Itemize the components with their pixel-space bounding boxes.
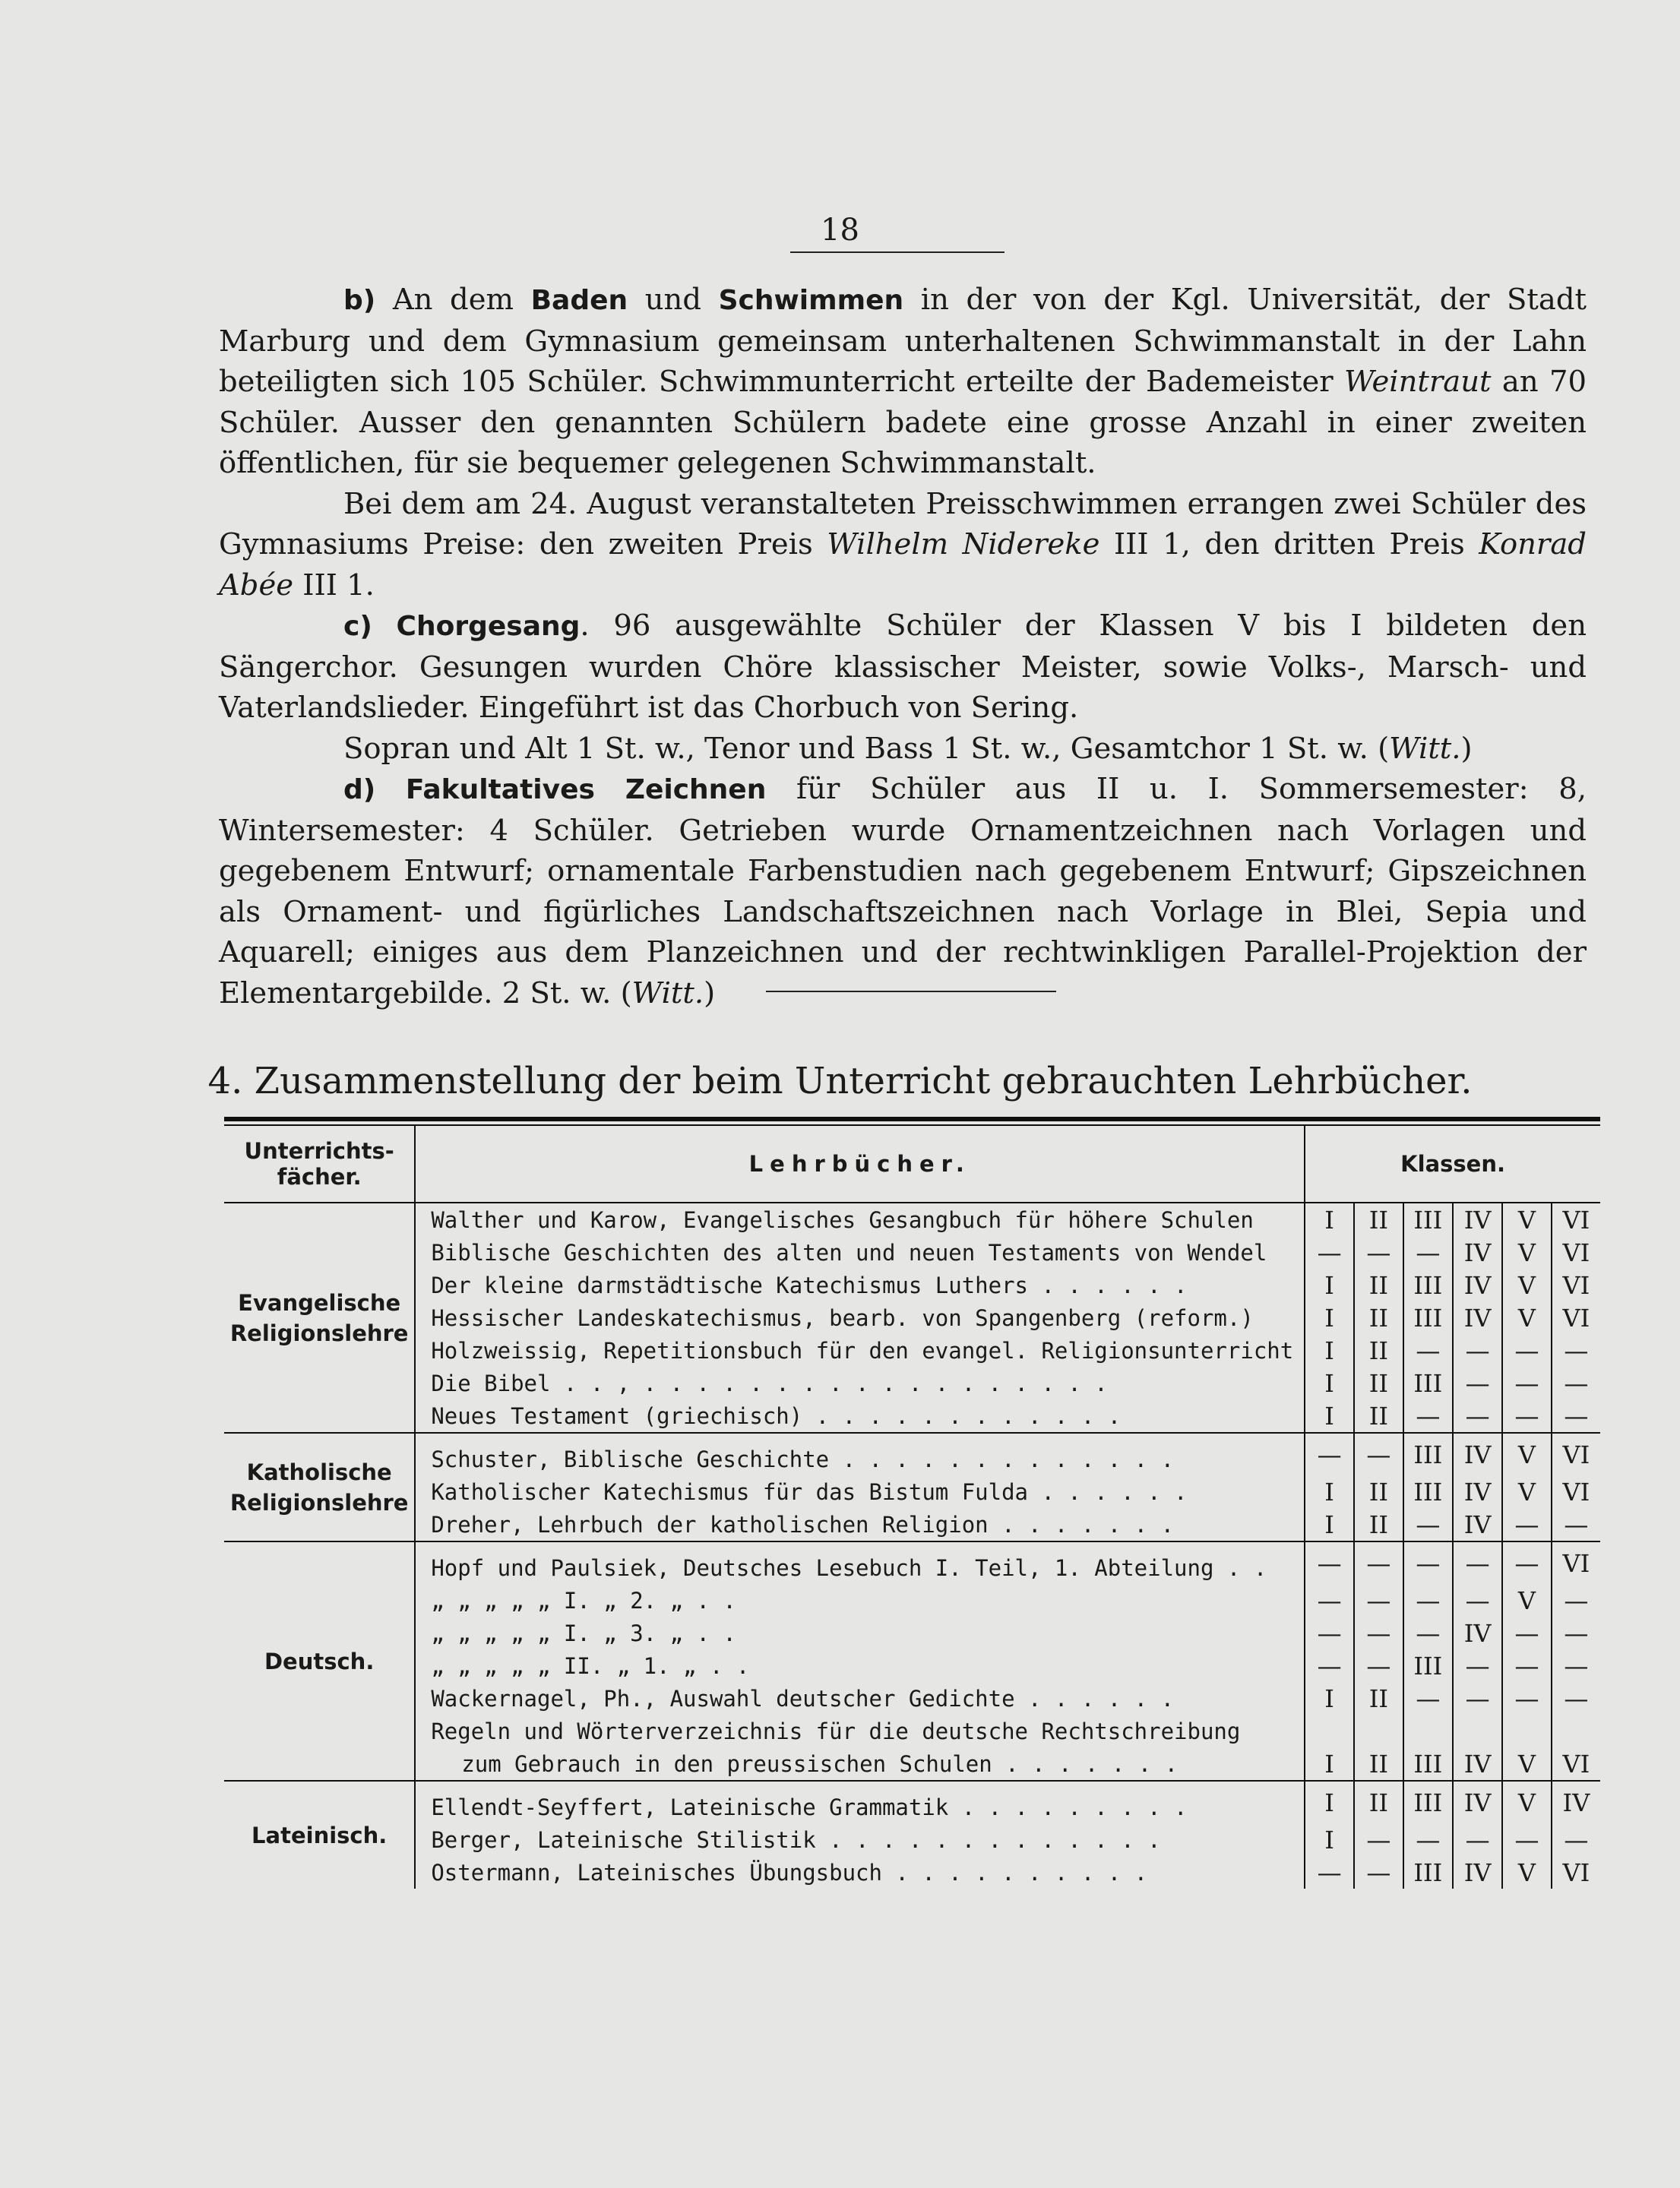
class-cell: VI [1552,1433,1600,1475]
class-cell: III [1403,1203,1453,1236]
table-top-rule [224,1117,1600,1121]
class-cell [1453,1715,1502,1747]
table-row [224,1475,1600,1508]
class-cell: II [1354,1269,1403,1301]
class-cell: — [1354,1649,1403,1682]
class-cell: I [1324,1270,1334,1300]
class-cell: — [1403,1399,1453,1433]
table-row [224,1301,1600,1334]
class-cell: — [1403,1541,1453,1584]
class-cell: — [1354,1856,1403,1889]
paragraph-zeichnen [219,769,1587,1013]
header-classes: Klassen. [1305,1126,1600,1203]
class-cell: II [1354,1475,1403,1508]
class-cell: IV [1453,1617,1502,1649]
text-span: ) [1460,731,1473,766]
class-cell: — [1502,1399,1552,1433]
class-cell: II [1354,1301,1403,1334]
paragraph-chorgesang [219,605,1587,729]
class-cell: IV [1453,1856,1502,1889]
class-cell: II [1354,1682,1403,1715]
term-zeichnen: Fakultatives Zeichnen [405,774,767,805]
text-span: für Schüler aus II u. I. Sommersemester: 8, Wintersemester: 4 Schüler. Getrieben wurde Ornamentzeichnen nach Vorlagen und gegebenem Entwurf; ornamentale Farbenstudien nach gegebenem Entwurf; Gipszeichnen als Ornament- und figürliches Landschaftszeichnen nach Vorlage in Blei, Sepia und Aquarell; einiges aus dem Planzeichnen und der rechtwinkligen Parallel-Projektion der Elementargebilde. 2 St. w. ( [219,772,1587,1010]
class-cell: V [1502,1236,1552,1269]
class-cell: — [1502,1617,1552,1649]
person-name: Witt. [631,975,704,1010]
class-cell: III [1403,1367,1453,1399]
table-row [224,1433,1600,1475]
class-cell: I [1305,1781,1354,1823]
class-cell: — [1453,1367,1502,1399]
paragraph-baden [219,280,1587,484]
table-row [224,1649,1600,1682]
class-cell: — [1305,1541,1354,1584]
class-cell: I [1324,1510,1334,1539]
class-cell: II [1354,1781,1403,1823]
header-subject-line1: Unterrichts- [244,1138,394,1164]
class-cell: II [1354,1334,1403,1367]
page-number: 18 [821,213,859,248]
textbook-table [224,1117,1600,1889]
class-cell: V [1502,1747,1552,1781]
person-name: Weintraut [1344,365,1492,399]
header-books: Lehrbücher. [415,1126,1305,1203]
class-cell: — [1354,1584,1403,1617]
class-cell: I [1324,1303,1334,1333]
book-title: zum Gebrauch in den preussischen Schulen . . . . . . . [415,1747,1305,1781]
class-cell: VI [1552,1236,1600,1269]
book-title: Regeln und Wörterverzeichnis für die deutsche Rechtschreibung [415,1715,1305,1747]
class-cell [1552,1715,1600,1747]
class-cell: I [1324,1205,1334,1235]
table-row [224,1541,1600,1584]
text-span: . 96 ausgewählte Schüler der Klassen V bis I bildeten den Sängerchor. Gesungen wurden Chöre klassischer Meister, sowie Volks-, Marsch- und Vaterlandslieder. Eingeführt ist das Chorbuch von Sering. [219,609,1587,725]
class-cell: VI [1552,1301,1600,1334]
subject-cell-evangelisch [224,1203,415,1433]
class-cell: — [1403,1617,1453,1649]
class-cell: — [1552,1649,1600,1682]
class-cell: — [1453,1541,1502,1584]
table-row [224,1747,1600,1781]
book-title: „ „ „ „ „ I. „ 3. „ . . [415,1617,1305,1649]
class-cell: V [1502,1584,1552,1617]
class-cell: — [1403,1823,1453,1856]
person-name: Wilhelm Nidereke [827,527,1100,561]
class-cell: — [1552,1508,1600,1541]
class-cell: — [1552,1584,1600,1617]
book-title: Dreher, Lehrbuch der katholischen Religion . . . . . . . [415,1508,1305,1541]
class-cell: — [1305,1433,1354,1475]
table-row [224,1269,1600,1301]
class-cell: IV [1552,1781,1600,1823]
class-cell: I [1324,1368,1334,1398]
subject-label: Religionslehre [229,1489,409,1516]
class-cell: V [1502,1203,1552,1236]
class-cell: I [1324,1749,1334,1779]
table-row [224,1682,1600,1715]
class-cell: III [1403,1269,1453,1301]
class-cell: — [1552,1399,1600,1433]
class-cell: — [1453,1649,1502,1682]
class-cell: — [1552,1823,1600,1856]
class-cell: — [1403,1334,1453,1367]
class-cell: II [1354,1367,1403,1399]
term-baden: Baden [530,285,628,316]
class-cell: — [1317,1618,1342,1648]
class-cell: VI [1552,1475,1600,1508]
class-cell: III [1403,1301,1453,1334]
table-row [224,1617,1600,1649]
class-cell: — [1552,1334,1600,1367]
class-cell: VI [1552,1269,1600,1301]
person-name: Witt. [1389,731,1461,766]
class-cell: — [1317,1651,1342,1681]
class-cell: — [1317,1238,1342,1267]
class-cell: — [1552,1617,1600,1649]
class-cell: II [1354,1203,1403,1236]
class-cell: I [1324,1684,1334,1713]
header-subject-line2: fächer. [277,1164,362,1190]
table-row [224,1334,1600,1367]
table-row [224,1203,1600,1236]
text-span: Bei dem am 24. August veranstalteten Preisschwimmen errangen zwei Schüler des Gymnasiums Preise: den zweiten Preis [219,486,1587,561]
class-cell: IV [1453,1236,1502,1269]
class-cell: IV [1453,1747,1502,1781]
class-cell: VI [1552,1541,1600,1584]
paragraph-preisschwimmen [219,484,1587,606]
class-cell: V [1502,1301,1552,1334]
book-title: „ „ „ „ „ II. „ 1. „ . . [415,1649,1305,1682]
table-row [224,1367,1600,1399]
class-cell: — [1403,1508,1453,1541]
book-title: Die Bibel . . , . . . . . . . . . . . . . . . . . . [415,1367,1305,1399]
class-cell: — [1502,1367,1552,1399]
class-cell: — [1317,1586,1342,1615]
class-cell: — [1502,1508,1552,1541]
item-label-c: c) [343,611,372,642]
subject-cell-deutsch [224,1541,415,1781]
text-span: III 1. [302,568,375,602]
body-text [219,280,1587,1013]
class-cell: V [1502,1475,1552,1508]
class-cell: V [1502,1269,1552,1301]
header-rule [790,251,1005,253]
class-cell: — [1453,1682,1502,1715]
class-cell: — [1453,1584,1502,1617]
book-title: Der kleine darmstädtische Katechismus Luthers . . . . . . [415,1269,1305,1301]
table-row [224,1236,1600,1269]
class-cell: — [1403,1682,1453,1715]
person-name: Konrad Abée [219,527,1587,602]
class-cell: IV [1453,1781,1502,1823]
section-title: 4. Zusammenstellung der beim Unterricht gebrauchten Lehrbücher. [207,1060,1473,1102]
class-cell: — [1354,1433,1403,1475]
text-span: Sopran und Alt 1 St. w., Tenor und Bass 1 St. w., Gesamtchor 1 St. w. ( [343,731,1390,766]
class-cell: III [1403,1856,1453,1889]
class-cell: III [1403,1433,1453,1475]
class-cell: — [1502,1541,1552,1584]
table-row [224,1584,1600,1617]
class-cell: IV [1453,1508,1502,1541]
class-cell [1354,1715,1403,1747]
class-cell: — [1403,1584,1453,1617]
subject-cell-katholisch [224,1433,415,1541]
class-cell: — [1354,1617,1403,1649]
book-title: Walther und Karow, Evangelisches Gesangbuch für höhere Schulen [415,1203,1305,1236]
class-cell: VI [1552,1856,1600,1889]
book-title: Hessischer Landeskatechismus, bearb. von Spangenberg (reform.) [415,1301,1305,1334]
class-cell: IV [1453,1433,1502,1475]
book-title: Hopf und Paulsiek, Deutsches Lesebuch I. Teil, 1. Abteilung . . [415,1541,1305,1584]
book-title: Schuster, Biblische Geschichte . . . . . . . . . . . . . [415,1433,1305,1475]
subject-cell-latein [224,1781,415,1889]
class-cell: — [1453,1399,1502,1433]
book-title: Ostermann, Lateinisches Übungsbuch . . . . . . . . . . [415,1856,1305,1889]
table-row [224,1508,1600,1541]
table-row [224,1856,1600,1889]
class-cell: IV [1453,1203,1502,1236]
class-cell: — [1502,1334,1552,1367]
class-cell: — [1552,1367,1600,1399]
class-cell: — [1403,1236,1453,1269]
book-title: Holzweissig, Repetitionsbuch für den evangel. Religionsunterricht [415,1334,1305,1367]
class-cell: VI [1552,1747,1600,1781]
class-cell: V [1502,1781,1552,1823]
class-cell: II [1354,1508,1403,1541]
class-cell: III [1403,1475,1453,1508]
class-cell [1403,1715,1453,1747]
text-span: und [644,283,702,317]
class-cell: IV [1453,1269,1502,1301]
class-cell: I [1324,1825,1334,1854]
book-title: Ellendt-Seyffert, Lateinische Grammatik . . . . . . . . . [415,1781,1305,1823]
class-cell: IV [1453,1301,1502,1334]
book-title: Katholischer Katechismus für das Bistum Fulda . . . . . . [415,1475,1305,1508]
class-cell: I [1324,1401,1334,1431]
table-row [224,1823,1600,1856]
class-cell: II [1354,1747,1403,1781]
class-cell: I [1324,1477,1334,1507]
class-cell: V [1502,1856,1552,1889]
subject-label: Religionslehre [229,1320,409,1346]
class-cell: — [1502,1682,1552,1715]
paragraph-chor-stunden [219,729,1587,770]
book-title: „ „ „ „ „ I. „ 2. „ . . [415,1584,1305,1617]
item-label-b: b) [343,285,376,316]
text-span: an 70 Schüler. Ausser den genannten Schülern badete eine grosse Anzahl in einer zweiten öffentlichen, für sie bequemer gelegenen Schwimmanstalt. [219,365,1587,480]
class-cell: — [1317,1858,1342,1887]
class-cell [1502,1715,1552,1747]
class-cell: — [1354,1541,1403,1584]
class-cell: IV [1453,1475,1502,1508]
class-cell: VI [1552,1203,1600,1236]
book-title: Neues Testament (griechisch) . . . . . . . . . . . . [415,1399,1305,1433]
book-title: Berger, Lateinische Stilistik . . . . . . . . . . . . . [415,1823,1305,1856]
class-cell: I [1324,1336,1334,1365]
text-span: in der von der Kgl. Universität, der Stadt Marburg und dem Gymnasium gemeinsam unterhaltenen Schwimmanstalt in der Lahn beteiligten sich 105 Schüler. Schwimmunterricht erteilte der Bademeister [219,283,1587,399]
table-row [224,1781,1600,1823]
table-body [224,1203,1600,1889]
class-cell: — [1354,1823,1403,1856]
book-title: Wackernagel, Ph., Auswahl deutscher Gedichte . . . . . . [415,1682,1305,1715]
subject-label: Katholische [246,1459,392,1485]
text-span: ) [704,975,716,1010]
section-rule [766,991,1056,992]
subject-label: Deutsch. [264,1648,375,1674]
class-cell [1305,1715,1354,1747]
item-label-d: d) [343,774,376,805]
table-row [224,1715,1600,1747]
term-chorgesang: Chorgesang [396,611,581,642]
header-subjects [224,1126,415,1203]
subject-label: Evangelische [238,1289,401,1316]
class-cell: — [1552,1682,1600,1715]
class-cell: III [1403,1649,1453,1682]
class-cell: III [1403,1747,1453,1781]
text-span: III 1, den dritten Preis [1113,527,1465,561]
class-cell: — [1354,1236,1403,1269]
class-cell: — [1453,1823,1502,1856]
class-cell: — [1502,1649,1552,1682]
book-title: Biblische Geschichten des alten und neuen Testaments von Wendel [415,1236,1305,1269]
table-row [224,1399,1600,1433]
class-cell: III [1403,1781,1453,1823]
class-cell: — [1453,1334,1502,1367]
subject-label: Lateinisch. [252,1822,388,1848]
text-span: An dem [392,283,514,317]
term-schwimmen: Schwimmen [718,285,904,316]
class-cell: II [1354,1399,1403,1433]
class-cell: — [1502,1823,1552,1856]
class-cell: V [1502,1433,1552,1475]
